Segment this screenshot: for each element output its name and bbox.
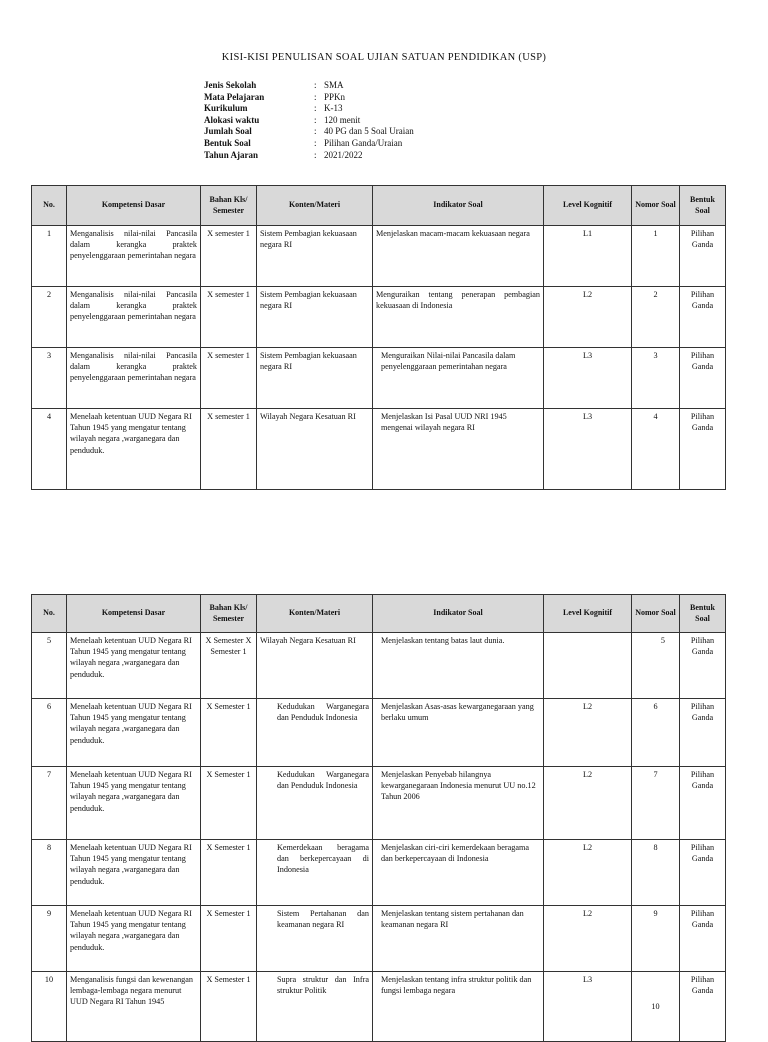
table-row [32, 840, 726, 906]
cell-indikator: Menjelaskan Asas-asas kewarganegaraan yang berlaku umum [373, 699, 544, 767]
cell-nomor: 4 [632, 409, 680, 490]
cell-indikator: Menguraikan tentang penerapan pembagian kekuasaan di Indonesia [373, 287, 544, 348]
table-row [32, 767, 726, 840]
cell-nomor: 8 [632, 840, 680, 906]
meta-colon: : [314, 103, 317, 114]
cell-indikator: Menjelaskan Penyebab hilangnya kewarganegaraan Indonesia menurut UU no.12 Tahun 2006 [373, 767, 544, 840]
document-title: KISI-KISI PENULISAN SOAL UJIAN SATUAN PENDIDIKAN (USP) [221, 52, 547, 63]
cell-nomor: 9 [632, 906, 680, 972]
cell-bentuk: Pilihan Ganda [680, 699, 726, 767]
header-kompetensi-dasar: Kompetensi Dasar [67, 186, 201, 226]
cell-kompetensi: Menganalisis nilai-nilai Pancasila dalam kerangka praktek penyelenggaraan pemerintahan negara [67, 226, 201, 287]
meta-value: PPKn [324, 91, 346, 102]
meta-colon: : [314, 137, 317, 148]
cell-nomor: 1 [632, 226, 680, 287]
cell-level: L2 [544, 287, 632, 348]
meta-row-jenis-sekolah [204, 80, 464, 92]
cell-kompetensi: Menganalisis nilai-nilai Pancasila dalam kerangka praktek penyelenggaraan pemerintahan negara [67, 287, 201, 348]
cell-indikator: Menguraikan Nilai-nilai Pancasila dalam penyelenggaraan pemerintahan negara [373, 348, 544, 409]
table-row [32, 699, 726, 767]
meta-value: Pilihan Ganda/Uraian [324, 137, 403, 148]
cell-no: 2 [32, 287, 67, 348]
cell-bahan: X Semester 1 [201, 699, 257, 767]
cell-no: 10 [32, 972, 67, 1042]
cell-indikator: Menjelaskan tentang batas laut dunia. [373, 633, 544, 699]
meta-label: Bentuk Soal [204, 137, 251, 148]
cell-level: L2 [544, 840, 632, 906]
cell-materi: Kemerdekaan beragama dan berkepercayaan di Indonesia [257, 840, 373, 906]
header-level: Level Kognitif [544, 186, 632, 226]
cell-materi: Sistem Pembagian kekuasaan negara RI [257, 287, 373, 348]
meta-colon: : [314, 126, 317, 137]
cell-level: L2 [544, 767, 632, 840]
header-materi: Konten/Materi [257, 595, 373, 633]
cell-no: 3 [32, 348, 67, 409]
cell-kompetensi: Menelaah ketentuan UUD Negara RI Tahun 1945 yang mengatur tentang wilayah negara ,warganegara dan penduduk. [67, 699, 201, 767]
header-bahan: Bahan Kls/ Semester [201, 186, 257, 226]
header-kompetensi-dasar: Kompetensi Dasar [67, 595, 201, 633]
cell-kompetensi: Menelaah ketentuan UUD Negara RI Tahun 1945 yang mengatur tentang wilayah negara ,warganegara dan penduduk. [67, 906, 201, 972]
meta-value: SMA [324, 80, 344, 90]
cell-nomor: 6 [632, 699, 680, 767]
cell-bentuk: Pilihan Ganda [680, 287, 726, 348]
header-indikator: Indikator Soal [373, 186, 544, 226]
cell-level: L3 [544, 409, 632, 490]
cell-level: L2 [544, 906, 632, 972]
header-no: No. [32, 186, 67, 226]
header-indikator: Indikator Soal [373, 595, 544, 633]
cell-indikator: Menjelaskan macam-macam kekuasaan negara [373, 226, 544, 287]
cell-kompetensi: Menelaah ketentuan UUD Negara RI Tahun 1945 yang mengatur tentang wilayah negara ,warganegara dan penduduk. [67, 409, 201, 490]
cell-bahan: X Semester 1 [201, 840, 257, 906]
meta-row-bentuk-soal [204, 138, 464, 150]
header-level: Level Kognitif [544, 595, 632, 633]
cell-bentuk: Pilihan Ganda [680, 767, 726, 840]
meta-label: Tahun Ajaran [204, 149, 258, 160]
cell-bahan: X semester 1 [201, 226, 257, 287]
table-row [32, 633, 726, 699]
meta-colon: : [314, 114, 317, 125]
header-no: No. [32, 595, 67, 633]
cell-bentuk: Pilihan Ganda [680, 633, 726, 699]
cell-bahan: X semester 1 [201, 348, 257, 409]
table-row [32, 348, 726, 409]
cell-materi: Wilayah Negara Kesatuan RI [257, 633, 373, 699]
cell-bentuk: Pilihan Ganda [680, 226, 726, 287]
table-header-row [32, 595, 726, 633]
cell-bentuk: Pilihan Ganda [680, 906, 726, 972]
cell-bahan: X Semester X Semester 1 [201, 633, 257, 699]
kisi-kisi-table-1 [31, 185, 726, 490]
cell-bentuk: Pilihan Ganda [680, 348, 726, 409]
meta-colon: : [314, 80, 317, 90]
cell-bahan: X Semester 1 [201, 972, 257, 1042]
cell-level: L3 [544, 972, 632, 1042]
meta-row-mata-pelajaran [204, 92, 464, 104]
cell-bahan: X semester 1 [201, 409, 257, 490]
meta-label: Alokasi waktu [204, 114, 260, 125]
meta-colon: : [314, 91, 317, 102]
cell-no: 8 [32, 840, 67, 906]
meta-row-tahun-ajaran [204, 150, 464, 162]
cell-kompetensi: Menganalisis nilai-nilai Pancasila dalam kerangka praktek penyelenggaraan pemerintahan negara [67, 348, 201, 409]
header-nomor: Nomor Soal [632, 186, 680, 226]
header-bahan: Bahan Kls/ Semester [201, 595, 257, 633]
cell-no: 9 [32, 906, 67, 972]
cell-indikator: Menjelaskan tentang sistem pertahanan dan keamanan negara RI [373, 906, 544, 972]
meta-label: Mata Pelajaran [204, 91, 265, 102]
table-row [32, 972, 726, 1042]
cell-materi: Sistem Pembagian kekuasaan negara RI [257, 348, 373, 409]
cell-no: 4 [32, 409, 67, 490]
header-nomor: Nomor Soal [632, 595, 680, 633]
cell-level: L2 [544, 699, 632, 767]
cell-nomor: 10 [632, 972, 680, 1042]
table-row [32, 906, 726, 972]
cell-bahan: X semester 1 [201, 287, 257, 348]
cell-indikator: Menjelaskan tentang infra struktur politik dan fungsi lembaga negara [373, 972, 544, 1042]
cell-no: 7 [32, 767, 67, 840]
cell-kompetensi: Menelaah ketentuan UUD Negara RI Tahun 1945 yang mengatur tentang wilayah negara ,warganegara dan penduduk. [67, 633, 201, 699]
cell-materi: Sistem Pertahanan dan keamanan negara RI [257, 906, 373, 972]
cell-indikator: Menjelaskan ciri-ciri kemerdekaan beragama dan berkepercayaan di Indonesia [373, 840, 544, 906]
meta-row-jumlah-soal [204, 126, 464, 138]
cell-no: 5 [32, 633, 67, 699]
meta-value: K-13 [324, 103, 343, 114]
cell-bahan: X Semester 1 [201, 906, 257, 972]
cell-nomor: 3 [632, 348, 680, 409]
cell-materi: Sistem Pembagian kekuasaan negara RI [257, 226, 373, 287]
cell-materi: Supra struktur dan Infra struktur Politik [257, 972, 373, 1042]
cell-materi: Wilayah Negara Kesatuan RI [257, 409, 373, 490]
table-row [32, 226, 726, 287]
cell-indikator: Menjelaskan Isi Pasal UUD NRI 1945 mengenai wilayah negara RI [373, 409, 544, 490]
table-row [32, 287, 726, 348]
meta-label: Jumlah Soal [204, 126, 252, 137]
cell-no: 1 [32, 226, 67, 287]
meta-row-alokasi-waktu [204, 115, 464, 127]
cell-bentuk: Pilihan Ganda [680, 840, 726, 906]
cell-level: L1 [544, 226, 632, 287]
cell-bentuk: Pilihan Ganda [680, 972, 726, 1042]
cell-bentuk: Pilihan Ganda [680, 409, 726, 490]
table-row [32, 409, 726, 490]
header-bentuk: Bentuk Soal [680, 595, 726, 633]
cell-no: 6 [32, 699, 67, 767]
cell-materi: Kedudukan Warganegara dan Penduduk Indonesia [257, 767, 373, 840]
cell-nomor: 2 [632, 287, 680, 348]
cell-nomor: 5 [632, 633, 680, 699]
document-meta [204, 80, 464, 161]
meta-label: Kurikulum [204, 103, 248, 114]
meta-colon: : [314, 149, 317, 160]
meta-label: Jenis Sekolah [204, 80, 257, 90]
cell-level: L3 [544, 348, 632, 409]
meta-value: 2021/2022 [324, 149, 363, 160]
cell-bahan: X Semester 1 [201, 767, 257, 840]
meta-row-kurikulum [204, 103, 464, 115]
cell-kompetensi: Menelaah ketentuan UUD Negara RI Tahun 1945 yang mengatur tentang wilayah negara ,warganegara dan penduduk. [67, 767, 201, 840]
meta-value: 40 PG dan 5 Soal Uraian [324, 126, 414, 137]
table-header-row [32, 186, 726, 226]
cell-materi: Kedudukan Warganegara dan Penduduk Indonesia [257, 699, 373, 767]
header-materi: Konten/Materi [257, 186, 373, 226]
cell-nomor: 7 [632, 767, 680, 840]
cell-kompetensi: Menganalisis fungsi dan kewenangan lembaga-lembaga negara menurut UUD Negara RI Tahun 1945 [67, 972, 201, 1042]
kisi-kisi-table-2 [31, 594, 726, 1042]
header-bentuk: Bentuk Soal [680, 186, 726, 226]
cell-kompetensi: Menelaah ketentuan UUD Negara RI Tahun 1945 yang mengatur tentang wilayah negara ,warganegara dan penduduk. [67, 840, 201, 906]
meta-value: 120 menit [324, 114, 361, 125]
cell-level [544, 633, 632, 699]
